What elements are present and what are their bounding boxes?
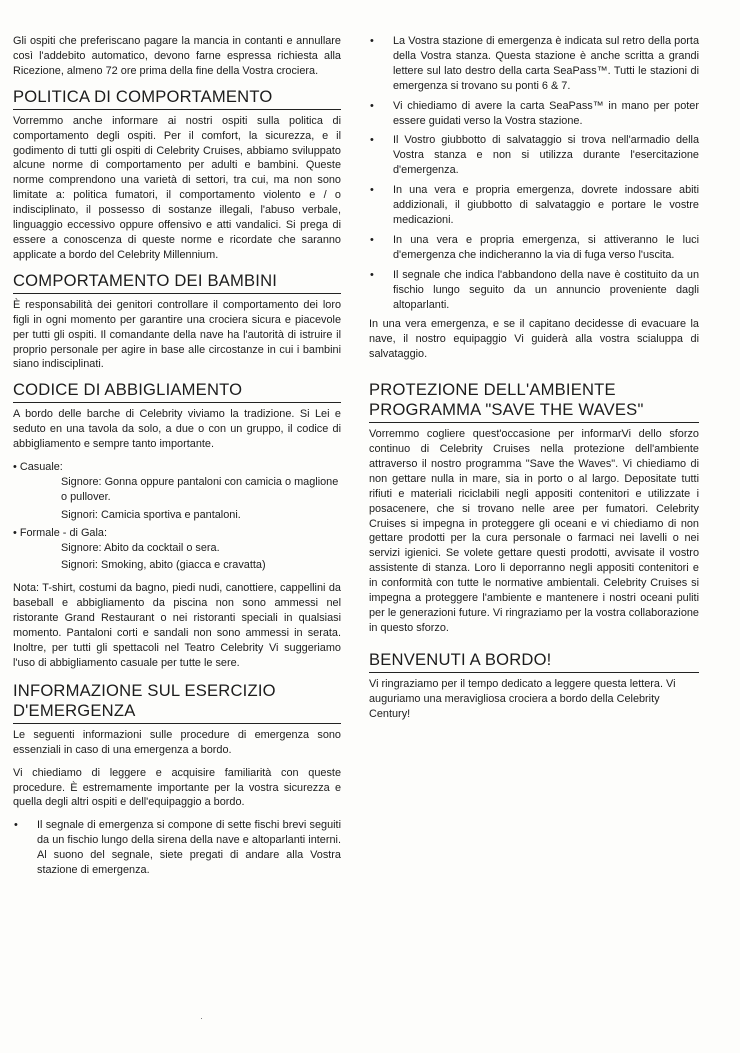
left-column bbox=[13, 34, 341, 883]
bullet-marker: • bbox=[370, 268, 374, 281]
bullet-text: Vi chiediamo di avere la carta SeaPass™ in mano per poter essere guidati verso la Vostra stazione. bbox=[393, 99, 699, 127]
dress-casual-label: • Casuale: bbox=[13, 461, 63, 474]
section-heading-children-behaviour: COMPORTAMENTO DEI BAMBINI bbox=[13, 271, 341, 294]
emergency-bullet bbox=[369, 183, 699, 228]
emergency-heading-line2: D'EMERGENZA bbox=[13, 700, 136, 720]
emergency-bullet bbox=[369, 133, 699, 178]
bullet-text: In una vera e propria emergenza, dovrete indossare abiti addizionali, il giubbotto di salvataggio e portare le vostre medicazioni. bbox=[393, 184, 699, 226]
emergency-intro: Le seguenti informazioni sulle procedure di emergenza sono essenziali in caso di una emergenza a bordo. bbox=[13, 728, 341, 756]
section-heading-dress-code: CODICE DI ABBIGLIAMENTO bbox=[13, 380, 341, 403]
bullet-text: Il segnale di emergenza si compone di sette fischi brevi seguiti da un fischio lungo della sirena della nave e altoparlanti interni. Al suono del segnale, siete pregati di andare alla Vostra stazione di emergenza. bbox=[37, 819, 341, 877]
emergency-bullet bbox=[369, 34, 699, 94]
emergency-bullet-signal bbox=[13, 818, 341, 878]
emergency-bullet bbox=[369, 233, 699, 263]
environment-heading-line2: PROGRAMMA "SAVE THE WAVES" bbox=[369, 400, 644, 420]
right-column bbox=[369, 34, 699, 730]
bullet-marker: • bbox=[370, 35, 374, 47]
environment-heading-line1: PROTEZIONE DELL'AMBIENTE bbox=[369, 380, 616, 400]
bullet-text: In una vera e propria emergenza, si attiveranno le luci d'emergenza che indicheranno la via di fuga verso l'uscita. bbox=[393, 233, 699, 261]
section-heading-environment bbox=[369, 380, 699, 423]
bullet-marker: • bbox=[14, 819, 18, 832]
bullet-marker: • bbox=[370, 134, 374, 147]
dress-formal-women: Signore: Abito da cocktail o sera. bbox=[61, 541, 220, 554]
emergency-bullet bbox=[369, 268, 699, 313]
bullet-text: La Vostra stazione di emergenza è indicata sul retro della porta della Vostra stanza. Questa stazione è anche scritta a grandi lettere sul lato destro della carta SeaPass™. Tutti le stazioni di emergenza si trovano su ponti 6 & 7. bbox=[393, 35, 699, 92]
dress-code-intro: A bordo delle barche di Celebrity viviamo la tradizione. Si Lei e seduto en una tavola da solo, a due o con un gruppo, il codice di abbigliamento e sempre tanto importante. bbox=[13, 408, 341, 451]
dress-formal-men: Signori: Smoking, abito (giacca e cravatta) bbox=[61, 559, 266, 572]
bullet-marker: • bbox=[370, 233, 374, 246]
dress-casual-women: Signore: Gonna oppure pantaloni con camicia o maglione o pullover. bbox=[61, 475, 339, 503]
dress-casual-men: Signori: Camicia sportiva e pantaloni. bbox=[61, 508, 241, 521]
section-heading-welcome: BENVENUTI A BORDO! bbox=[369, 650, 699, 673]
bullet-marker: • bbox=[370, 99, 374, 112]
behaviour-policy-body: Vorremmo anche informare ai nostri ospiti sulla politica di comportamento degli ospiti. Per il comfort, la sicurezza, e il godimento di tutti gli ospiti di Celebrity Cruises, abbiamo sviluppato alcune norme di comportamento per adulti e bambini. Queste norme comprendono una varietà di settori, tra cui, ma non sono limitate a: politica fumatori, il comportamento violento e / o indisciplinato, il possesso di sostanze illegali, l'abuso verbale, linguaggio eccessivo oppure offensivo e atti vandalici. Si prega di essere a conoscenza di queste norme e ricordate che saranno applicate a bordo del Celebrity Millennium. bbox=[13, 114, 341, 261]
dress-formal-label: • Formale - di Gala: bbox=[13, 526, 107, 539]
emergency-heading-line1: INFORMAZIONE SUL ESERCIZIO bbox=[13, 680, 276, 700]
evacuation-paragraph: In una vera emergenza, e se il capitano decidesse di evacuare la nave, il nostro equipaggio Vi guiderà alla vostra scialuppa di salvataggio. bbox=[369, 318, 699, 361]
environment-body: Vorremmo cogliere quest'occasione per informarVi dello sforzo continuo di Celebrity Cruises nella protezione dell'ambiente attraverso il nostro programma "Save the Waves". Vi chiediamo di non gettare nulla in mare, sia in porto o al largo. Depositate tutti rifiuti e materiali riciclabili negli appositi contenitori e utilizzate i posacenere, che si trovano nelle aree per fumatori. Celebrity Cruises si impegna in proteggere gli oceani e vi chiediamo di non gettare prodotti per la cura personale o farmaci nei lavelli o nei servizi igienici. Se volete gettare questi prodotti, avvisate il vostro assistente di stanza. Loro li deporranno negli appositi contenitori e in conformità con tutte le normative ambientali. Celebrity Cruises si impegna a proteggere l'ambiente e mantenere i nostri oceani puliti per le generazioni future. Vi ringraziamo per la vostra collaborazione in questo sforzo. bbox=[369, 428, 699, 634]
scan-speck: · bbox=[200, 1013, 203, 1023]
welcome-body: Vi ringraziamo per il tempo dedicato a leggere questa lettera. Vi auguriamo una meravigliosa crociera a bordo della Celebrity Century! bbox=[369, 677, 676, 720]
bullet-text: Il Vostro giubbotto di salvataggio si trova nell'armadio della Vostra stanza e non si utilizza durante l'esercitazione d'emergenza. bbox=[393, 134, 699, 177]
section-heading-behaviour-policy: POLITICA DI COMPORTAMENTO bbox=[13, 87, 341, 110]
emergency-familiarity: Vi chiediamo di leggere e acquisire familiarità con queste procedure. È estremamente importante per la vostra sicurezza e quella degli altri ospiti e dell'equipaggio a bordo. bbox=[13, 766, 341, 809]
bullet-text: Il segnale che indica l'abbandono della nave è costituito da un fischio lungo seguito da un annuncio proveniente dagli altoparlanti. bbox=[393, 268, 699, 311]
emergency-bullet bbox=[369, 99, 699, 129]
section-heading-emergency bbox=[13, 681, 341, 724]
dress-code-note: Nota: T-shirt, costumi da bagno, piedi nudi, canottiere, cappellini da baseball e abbigliamento da piscina non sono ammessi nel ristorante Grand Restaurant o nei ristoranti speciali in qualsiasi momento. Pantaloni corti e sandali non sono ammessi in serata. Inoltre, per tutti gli spettacoli nel Teatro Celebrity Vi suggeriamo l'uso di abbigliamento casuale per tutte le sere. bbox=[13, 582, 341, 669]
children-behaviour-body: È responsabilità dei genitori controllare il comportamento dei loro figli in ogni momento per garantire una crociera sicura e piacevole per tutti gli ospiti. Il comandante della nave ha l'autorità di istruire il proprio personale per agire in base alle circostanze in cui i bambini siano indisciplinati. bbox=[13, 298, 341, 371]
bullet-marker: • bbox=[370, 184, 374, 197]
intro-paragraph: Gli ospiti che preferiscano pagare la mancia in contanti e annullare così l'addebito automatico, devono farne espressa richiesta alla Ricezione, almeno 72 ore prima della fine della Vostra crociera. bbox=[13, 35, 341, 77]
